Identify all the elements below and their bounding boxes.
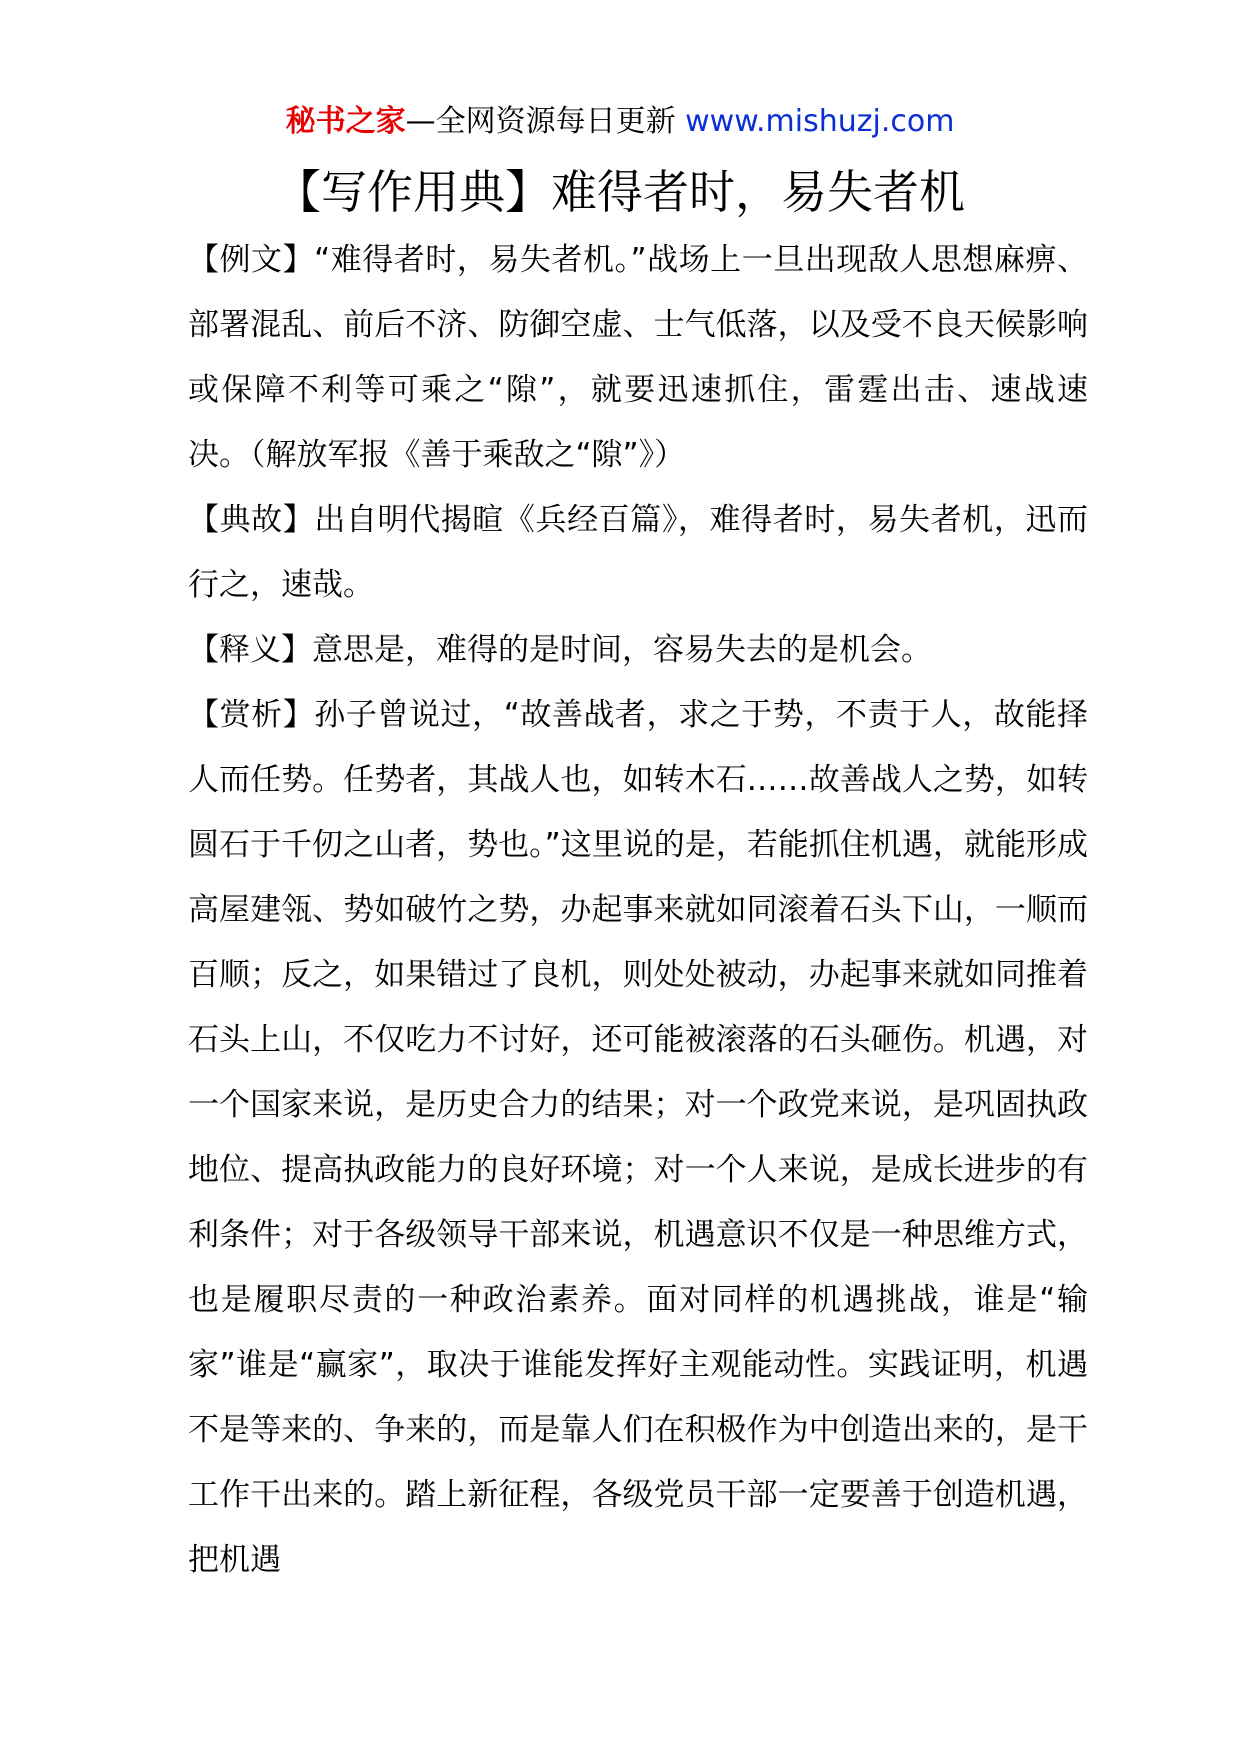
section-tag: 【释义】 [188, 632, 312, 668]
section-text: “难得者时，易失者机。”战场上一旦出现敌人思想麻痹、部署混乱、前后不济、防御空虚、士气低落，以及受不良天候影响或保障不利等可乘之“隙”，就要迅速抓住，雷霆出击、速战速决。（解放军报《善于乘敌之“隙”》） [188, 242, 1088, 473]
document-title: 【写作用典】难得者时，易失者机 [275, 165, 965, 219]
site-url-link[interactable]: www.mishuzj.com [685, 104, 955, 139]
section-allusion [188, 488, 1088, 618]
section-text: 出自明代揭暄《兵经百篇》，难得者时，易失者机，迅而行之，速哉。 [188, 502, 1088, 603]
section-tag: 【典故】 [188, 502, 315, 538]
section-tag: 【例文】 [188, 242, 315, 278]
site-brand: 秘书之家 [285, 104, 406, 139]
document-body [188, 228, 1088, 1593]
section-text: 意思是，难得的是时间，容易失去的是机会。 [312, 632, 932, 668]
section-example [188, 228, 1088, 488]
site-header [0, 100, 1240, 144]
section-analysis [188, 683, 1088, 1593]
site-tagline: —全网资源每日更新 [405, 104, 676, 139]
section-text: 孙子曾说过，“故善战者，求之于势，不责于人，故能择人而任势。任势者，其战人也，如转木石……故善战人之势，如转圆石于千仞之山者，势也。”这里说的是，若能抓住机遇，就能形成高屋建瓴、势如破竹之势，办起事来就如同滚着石头下山，一顺而百顺；反之，如果错过了良机，则处处被动，办起事来就如同推着石头上山，不仅吃力不讨好，还可能被滚落的石头砸伤。机遇，对一个国家来说，是历史合力的结果；对一个政党来说，是巩固执政地位、提高执政能力的良好环境；对一个人来说，是成长进步的有利条件；对于各级领导干部来说，机遇意识不仅是一种思维方式，也是履职尽责的一种政治素养。面对同样的机遇挑战，谁是“输家”谁是“赢家”，取决于谁能发挥好主观能动性。实践证明，机遇不是等来的、争来的，而是靠人们在积极作为中创造出来的，是干工作干出来的。踏上新征程，各级党员干部一定要善于创造机遇，把机遇 [188, 697, 1088, 1578]
section-tag: 【赏析】 [188, 697, 315, 733]
section-meaning [188, 618, 1088, 683]
